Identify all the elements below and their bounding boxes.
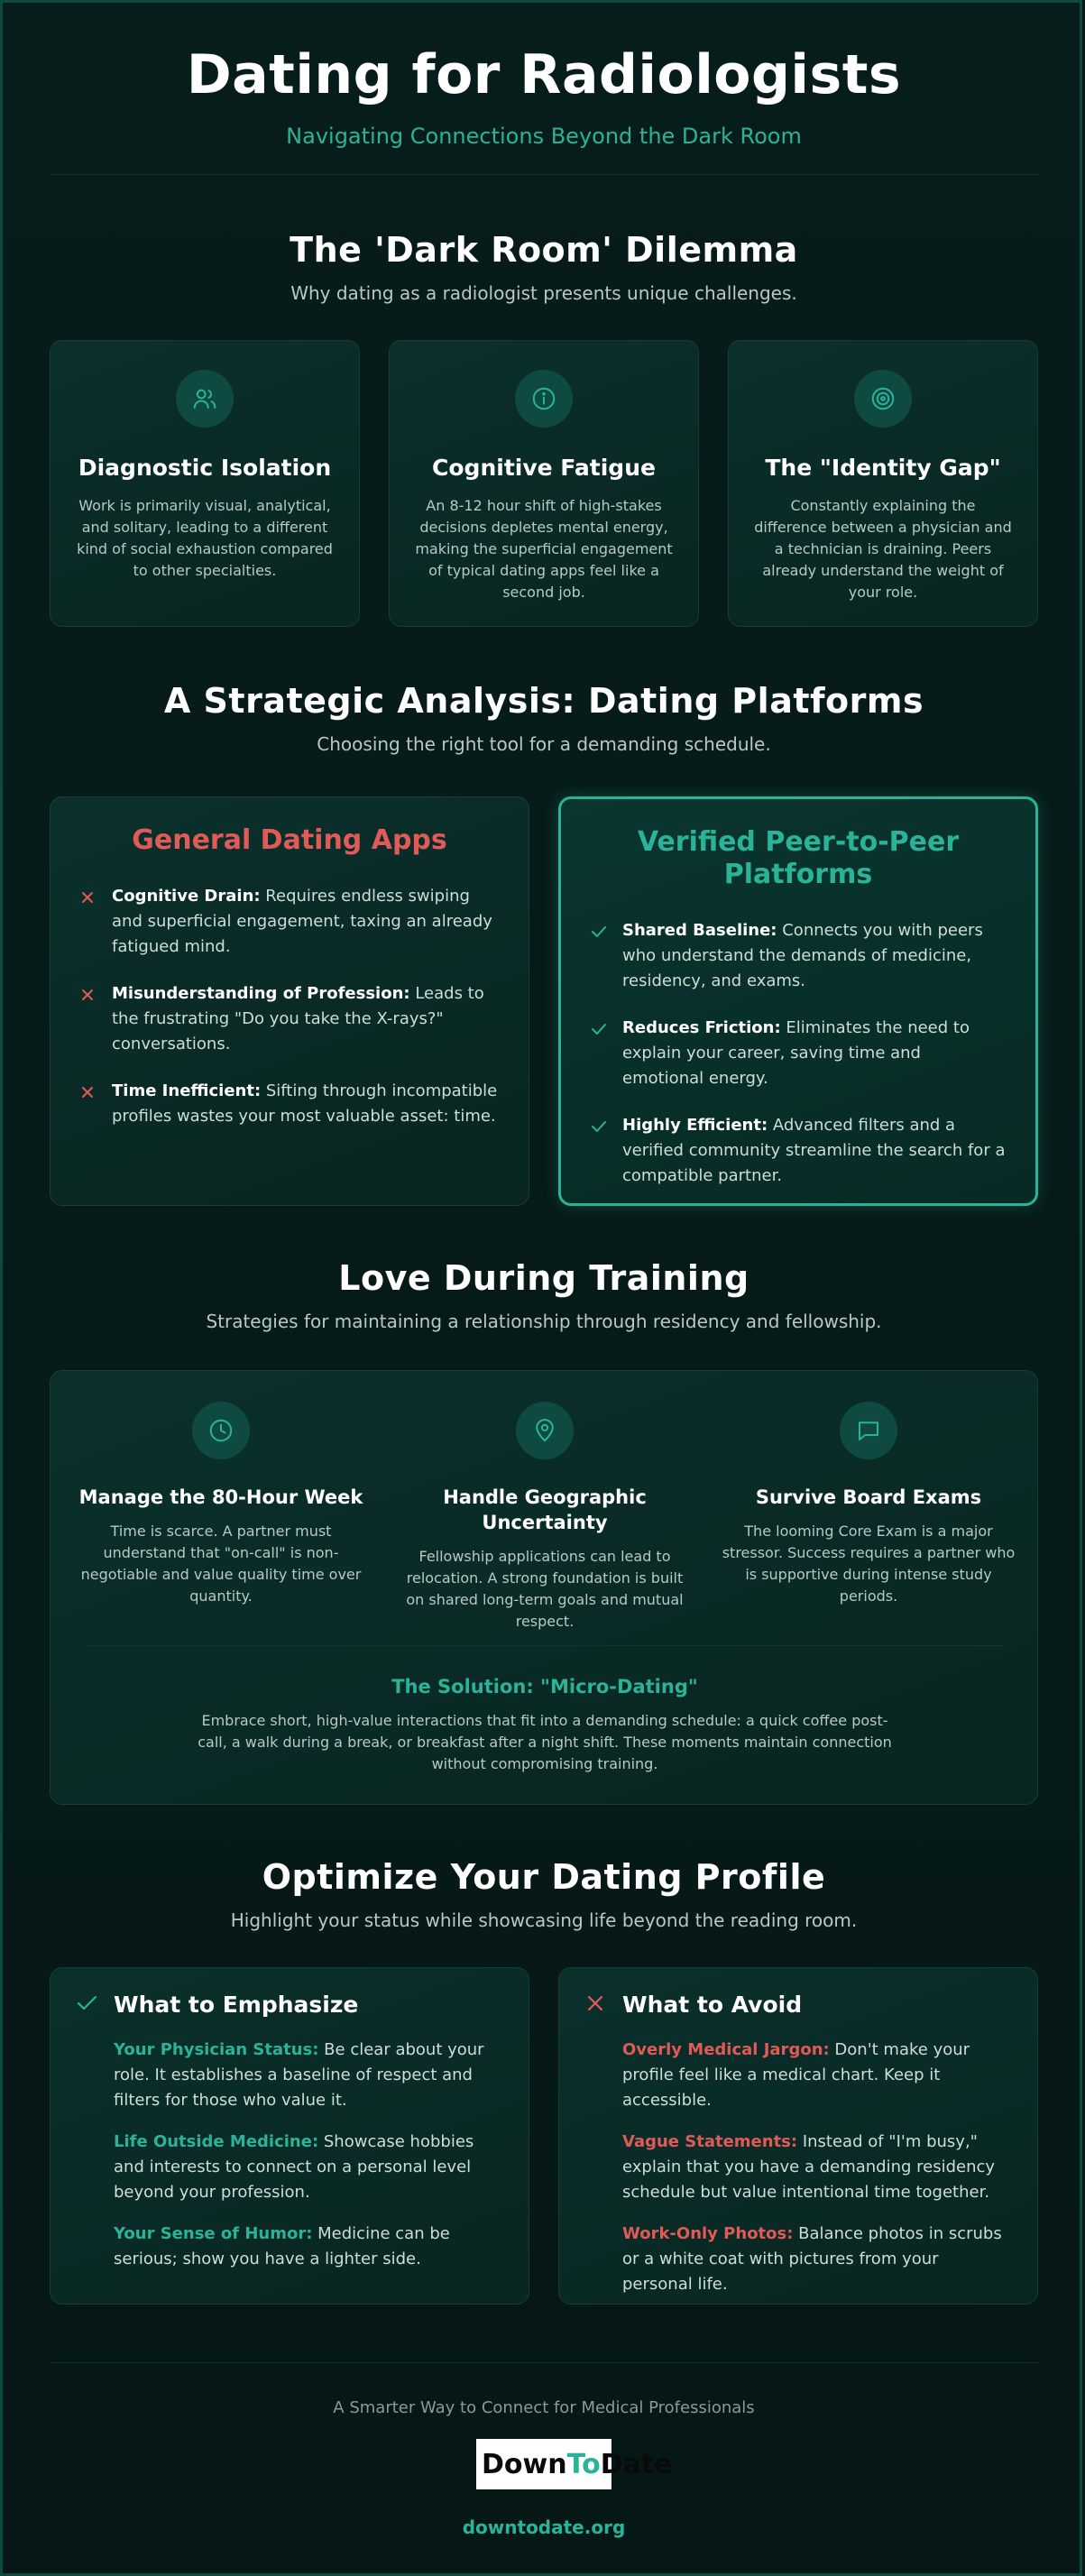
target-icon [854, 370, 912, 428]
training-column-text: Fellowship applications can lead to relocation. A strong foundation is built on shared long-term goals and mutual respect. [406, 1548, 684, 1630]
page-subtitle: Navigating Connections Beyond the Dark Room [286, 124, 802, 149]
emphasize-card [50, 1967, 529, 2305]
training-column-title: Survive Board Exams [755, 1486, 982, 1508]
training-column [396, 1402, 694, 1633]
list-item: Overly Medical Jargon: Don't make your profile feel like a medical chart. Keep it accessible. [622, 2040, 970, 2110]
micro-dating-solution [51, 1676, 1039, 1775]
emphasize-title: What to Emphasize [114, 1992, 359, 2018]
profile-subtitle: Highlight your status while showcasing life beyond the reading room. [230, 1909, 858, 1931]
list-item-text: Shared Baseline: Connects you with peers who understand the demands of medicine, residency, and exams. [622, 921, 983, 990]
training-column-title: Manage the 80-Hour Week [78, 1486, 363, 1508]
training-subtitle: Strategies for maintaining a relationship through residency and fellowship. [206, 1311, 882, 1332]
dilemma-title: The 'Dark Room' Dilemma [290, 230, 798, 270]
list-item-text: Time Inefficient: Sifting through incompatible profiles wastes your most valuable asset: time. [112, 1081, 498, 1126]
list-item: Your Physician Status: Be clear about your role. It establishes a baseline of respect and filters for those who value it. [114, 2040, 484, 2110]
avoid-list [622, 2038, 1012, 2297]
dilemma-card-isolation [50, 340, 360, 627]
hero-header [3, 39, 1085, 149]
verified-platforms-card [558, 796, 1038, 1206]
list-item [590, 1016, 1007, 1091]
training-card [50, 1370, 1038, 1805]
x-icon [79, 1079, 112, 1104]
divider [50, 2362, 1038, 2363]
footer-tagline: A Smarter Way to Connect for Medical Professionals [333, 2398, 755, 2417]
info-icon [515, 370, 573, 428]
list-item-text: Misunderstanding of Profession: Leads to the frustrating "Do you take the X-rays?" conversations. [112, 984, 484, 1053]
list-item [79, 981, 500, 1057]
dilemma-card-title: Cognitive Fatigue [432, 455, 656, 481]
dilemma-card-text: Work is primarily visual, analytical, and solitary, leading to a different kind of social exhaustion compared to other specialties. [77, 497, 333, 579]
training-column-text: The looming Core Exam is a major stressor. Success requires a partner who is supportive during intense study periods. [722, 1523, 1016, 1605]
dilemma-card-fatigue [389, 340, 699, 627]
verified-platforms-title: Verified Peer-to-Peer Platforms [637, 826, 960, 890]
message-icon [840, 1402, 897, 1459]
avoid-title: What to Avoid [622, 1992, 803, 2018]
dilemma-card-text: Constantly explaining the difference between a physician and a technician is draining. Peers already understand the weight of your role. [754, 497, 1012, 601]
analysis-subtitle: Choosing the right tool for a demanding schedule. [317, 733, 771, 755]
list-item [590, 1113, 1007, 1189]
footer-url-link[interactable]: downtodate.org [462, 2516, 626, 2538]
x-icon [79, 981, 112, 1007]
list-item: Your Sense of Humor: Medicine can be serious; show you have a lighter side. [114, 2224, 450, 2268]
list-item-text: Highly Efficient: Advanced filters and a verified community streamline the search for a compatible partner. [622, 1116, 1006, 1185]
list-item [79, 884, 500, 960]
map-pin-icon [516, 1402, 574, 1459]
divider [50, 174, 1038, 175]
check-icon [590, 1113, 622, 1138]
list-item: Work-Only Photos: Balance photos in scrubs or a white coat with pictures from your personal life. [622, 2224, 1002, 2294]
x-icon [79, 884, 112, 909]
dilemma-card-title: The "Identity Gap" [765, 455, 1001, 481]
verified-platforms-list [590, 918, 1007, 1189]
dilemma-card-text: An 8-12 hour shift of high-stakes decisions depletes mental energy, making the superficial engagement of typical dating apps feel like a second job. [415, 497, 673, 601]
list-item-text: Cognitive Drain: Requires endless swiping and superficial engagement, taxing an already fatigued mind. [112, 887, 492, 956]
training-title: Love During Training [338, 1258, 749, 1298]
emphasize-header [76, 1992, 503, 2018]
dilemma-card-title: Diagnostic Isolation [78, 455, 332, 481]
check-icon [590, 918, 622, 943]
check-icon [76, 1993, 114, 2017]
clock-icon [192, 1402, 250, 1459]
solution-title: The Solution: "Micro-Dating" [391, 1676, 698, 1697]
training-column [720, 1402, 1017, 1607]
list-item-text: Reduces Friction: Eliminates the need to explain your career, saving time and emotional energy. [622, 1018, 970, 1088]
list-item: Life Outside Medicine: Showcase hobbies and interests to connect on a personal level beyond your profession. [114, 2132, 474, 2202]
x-icon [584, 1992, 622, 2018]
profile-section-header [3, 1857, 1085, 1931]
general-apps-card [50, 796, 529, 1206]
dilemma-card-identity [728, 340, 1038, 627]
training-column-title: Handle Geographic Uncertainty [443, 1486, 647, 1533]
list-item [590, 918, 1007, 994]
solution-text: Embrace short, high-value interactions that fit into a demanding schedule: a quick coffee post-call, a walk during a break, or breakfast after a night shift. These moments maintain connection without compromising training. [198, 1712, 892, 1772]
analysis-title: A Strategic Analysis: Dating Platforms [163, 681, 924, 721]
footer [3, 2398, 1085, 2538]
users-icon [176, 370, 234, 428]
training-column [72, 1402, 370, 1607]
avoid-card [558, 1967, 1038, 2305]
general-apps-title: General Dating Apps [132, 824, 447, 856]
training-section-header [3, 1258, 1085, 1332]
check-icon [590, 1016, 622, 1041]
dilemma-subtitle: Why dating as a radiologist presents unique challenges. [290, 282, 797, 304]
profile-title: Optimize Your Dating Profile [262, 1857, 826, 1897]
training-column-text: Time is scarce. A partner must understand that "on-call" is non-negotiable and value quality time over quantity. [80, 1523, 362, 1605]
emphasize-list [114, 2038, 503, 2272]
dilemma-section-header [3, 230, 1085, 304]
list-item: Vague Statements: Instead of "I'm busy," explain that you have a demanding residency schedule but value intentional time together. [622, 2132, 996, 2202]
analysis-section-header [3, 681, 1085, 755]
brand-logo[interactable]: Down To Date [476, 2439, 611, 2489]
divider [87, 1645, 1003, 1646]
page-title: Dating for Radiologists [186, 43, 902, 106]
avoid-header [584, 1992, 1012, 2018]
general-apps-list [79, 884, 500, 1129]
list-item [79, 1079, 500, 1129]
